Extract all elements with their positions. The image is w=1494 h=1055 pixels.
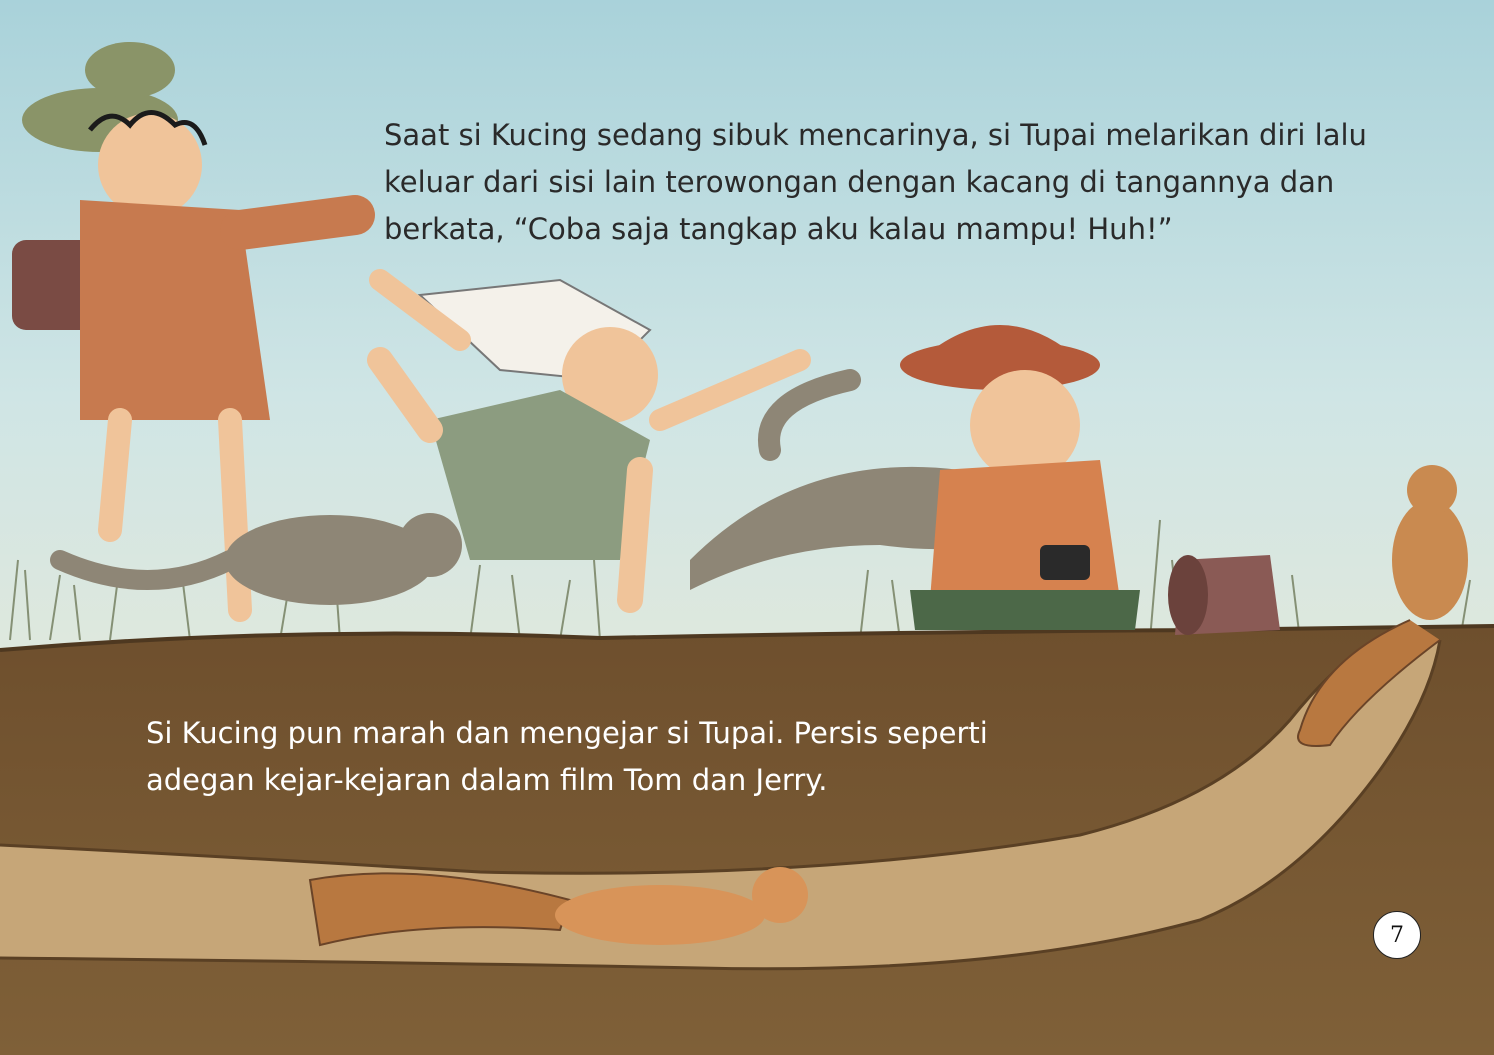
story-paragraph-top: Saat si Kucing sedang sibuk mencarinya, si Tupai melarikan diri lalu keluar dari sisi lain terowongan dengan kacang di tangannya dan berkata, “Coba saja tangkap aku kalau mampu! Huh!” — [384, 118, 1367, 246]
bucket-right — [1168, 555, 1280, 635]
story-paragraph-bottom: Si Kucing pun marah dan mengejar si Tupai. Persis seperti adegan kejar-kejaran dalam film Tom dan Jerry. — [146, 716, 988, 797]
page-number-badge: 7 — [1373, 911, 1421, 959]
